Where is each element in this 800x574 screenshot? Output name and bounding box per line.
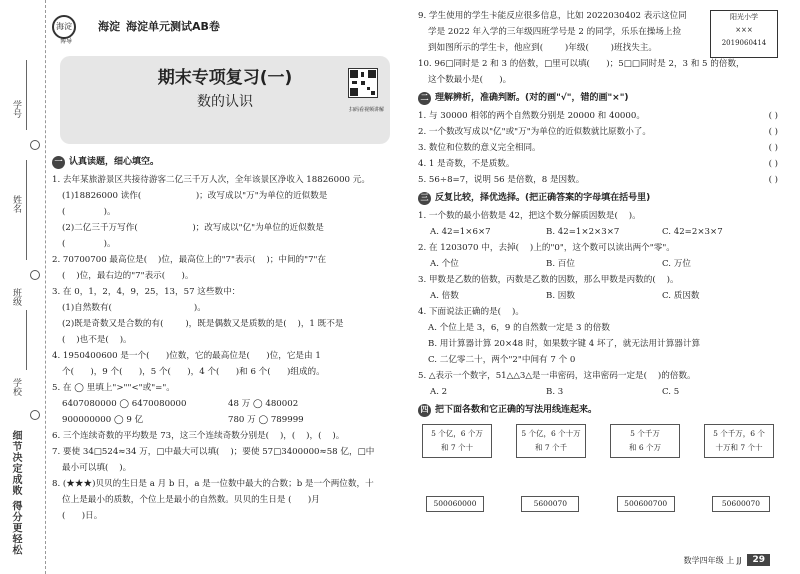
question-line: 2. 70700700 最高位是( )位，最高位上的"7"表示( )；中间的"7"在 bbox=[52, 255, 327, 265]
match-number-box[interactable]: 500060000 bbox=[426, 496, 484, 512]
student-card bbox=[710, 10, 778, 58]
binding-line bbox=[26, 160, 27, 260]
mc-options bbox=[418, 256, 778, 272]
question-line: 7. 要使 34□524≈34 万，□中最大可以填( )；要使 57□3400000≈58 亿，□中 bbox=[52, 447, 375, 457]
section-1-heading bbox=[52, 154, 394, 170]
mc-option[interactable]: C. 质因数 bbox=[662, 291, 700, 301]
question-line: 最小可以填( )。 bbox=[62, 463, 132, 473]
qr-caption: 扫码看视频讲解 bbox=[348, 107, 384, 113]
match-word-box[interactable] bbox=[610, 424, 680, 458]
qr-code-icon[interactable] bbox=[348, 68, 378, 98]
brand-bar bbox=[52, 12, 394, 45]
logo-caption: 博导 bbox=[59, 38, 72, 45]
page-footer bbox=[684, 554, 770, 566]
tf-item bbox=[418, 156, 778, 172]
section-2-heading bbox=[418, 90, 778, 106]
compare-item: 6407080000 ◯ 6470080000 bbox=[62, 399, 187, 409]
binding-line bbox=[26, 310, 27, 370]
match-word-line: 5 个千万 bbox=[630, 429, 660, 438]
title-panel bbox=[60, 56, 390, 144]
mc-option[interactable]: A. 个位上是 3，6，9 的自然数一定是 3 的倍数 bbox=[428, 323, 610, 333]
question-line: 学是 2022 年入学的三年级四班学号是 2 的同学，乐乐在操场上捡 bbox=[428, 27, 682, 37]
mc-option[interactable]: C. 42=2×3×7 bbox=[662, 227, 723, 237]
mc-options bbox=[418, 288, 778, 304]
mc-question: 2. 在 1203070 中，去掉( )上的"0"，这个数可以读出两个"零"。 bbox=[418, 243, 675, 253]
mc-question: 4. 下面说法正确的是( )。 bbox=[418, 307, 524, 317]
mc-option[interactable]: B. 百位 bbox=[546, 259, 575, 269]
mc-option[interactable]: B. 3 bbox=[546, 387, 564, 397]
tf-item bbox=[418, 124, 778, 140]
question-line: (2)既是奇数又是合数的有( )，既是偶数又是质数的是( )，1 既不是 bbox=[62, 319, 344, 329]
right-column bbox=[418, 8, 778, 512]
question-line: (2)二亿三千万写作( )；改写成以"亿"为单位的近似数是 bbox=[62, 223, 324, 233]
section-4-heading bbox=[418, 402, 778, 418]
match-number-box[interactable]: 50600070 bbox=[712, 496, 770, 512]
tf-statement: 4. 1 是奇数，不是质数。 bbox=[418, 159, 515, 169]
page-header bbox=[52, 12, 394, 152]
section-number: 二 bbox=[418, 92, 431, 105]
brand-prefix: 海淀 bbox=[98, 20, 120, 33]
student-card-name: ××× bbox=[735, 26, 753, 34]
question-line: ( )。 bbox=[62, 239, 116, 249]
mc-option[interactable]: A. 倍数 bbox=[430, 291, 459, 301]
student-card-school: 阳光小学 bbox=[730, 13, 758, 21]
mc-option[interactable]: B. 42=1×2×3×7 bbox=[546, 227, 620, 237]
mc-option[interactable]: B. 因数 bbox=[546, 291, 575, 301]
question-line: 8. (★★★)贝贝的生日是 a 月 b 日，a 是一位数中最大的合数；b 是一个两位数，十 bbox=[52, 479, 374, 489]
compare-item: 780 万 ◯ 789999 bbox=[228, 415, 304, 425]
question-line: 这个数最小是( )。 bbox=[428, 75, 512, 85]
tf-item bbox=[418, 108, 778, 124]
mc-question: 5. △表示一个数字，51△△3△是一串密码，这串密码一定是( )的倍数。 bbox=[418, 371, 696, 381]
page-title: 期末专项复习(一) bbox=[157, 68, 293, 88]
question-line: (1)18826000 读作( )；改写成以"万"为单位的近似数是 bbox=[62, 191, 328, 201]
section-title: 把下面各数和它正确的写法用线连起来。 bbox=[435, 405, 598, 415]
question-line: 4. 1950400600 是一个( )位数，它的最高位是( )位，它是由 1 bbox=[52, 351, 321, 361]
question-line: 3. 在 0，1，2，4，9，25，13，57 这些数中： bbox=[52, 287, 241, 297]
compare-item: 900000000 ◯ 9 亿 bbox=[62, 415, 144, 425]
match-word-line: 5 个亿，6 个十万 bbox=[521, 429, 581, 438]
tf-answer-blank[interactable]: ( ) bbox=[768, 111, 778, 121]
binding-slogan: 细节决定成败 得分更轻松 bbox=[10, 430, 21, 556]
question-line: ( )也不是( )。 bbox=[62, 335, 132, 345]
question-line: 个( )，9 个( )，5 个( )，4 个( )和 6 个( )组成的。 bbox=[62, 367, 325, 377]
section-title: 认真读题，细心填空。 bbox=[69, 157, 160, 167]
compare-right: 6470080000 bbox=[131, 399, 187, 409]
compare-left: 6407080000 bbox=[62, 399, 117, 409]
tf-answer-blank[interactable]: ( ) bbox=[768, 143, 778, 153]
student-card-id: 2019060414 bbox=[721, 39, 767, 47]
tf-answer-blank[interactable]: ( ) bbox=[768, 127, 778, 137]
binding-label-banji: 班级 bbox=[11, 288, 21, 306]
compare-right: 480002 bbox=[265, 399, 299, 409]
section-number: 一 bbox=[52, 156, 65, 169]
mc-question: 3. 甲数是乙数的倍数，丙数是乙数的因数，那么甲数是丙数的( )。 bbox=[418, 275, 679, 285]
match-word-line: 十万和 7 个十 bbox=[715, 443, 763, 452]
page-subtitle: 数的认识 bbox=[197, 94, 253, 110]
section-title: 理解辨析，准确判断。(对的画"√"，错的画"×") bbox=[435, 93, 629, 103]
tf-statement: 3. 数位和位数的意义完全相同。 bbox=[418, 143, 541, 153]
match-word-box[interactable] bbox=[704, 424, 774, 458]
question-line: 5. 在 ◯ 里填上">""<"或"="。 bbox=[52, 383, 175, 393]
compare-right: 789999 bbox=[270, 415, 304, 425]
logo-icon: 海淀 bbox=[52, 15, 76, 39]
mc-option[interactable]: C. 二亿零二十，两个"2"中间有 7 个 0 bbox=[428, 355, 576, 365]
match-word-line: 5 个千万，6 个 bbox=[713, 429, 765, 438]
mc-options bbox=[418, 384, 778, 400]
match-numbers-row bbox=[418, 496, 778, 512]
match-word-line: 和 7 个十 bbox=[440, 443, 474, 452]
question-line: ( )。 bbox=[62, 207, 116, 217]
question-line: ( )位，最右边的"7"表示( )。 bbox=[62, 271, 194, 281]
match-number-box[interactable]: 5600070 bbox=[521, 496, 579, 512]
mc-option[interactable]: C. 万位 bbox=[662, 259, 691, 269]
binding-line bbox=[26, 60, 27, 130]
section-title: 反复比较，择优选择。(把正确答案的字母填在括号里) bbox=[435, 193, 651, 203]
footer-subject: 数学四年级 上 JJ bbox=[683, 555, 742, 565]
question-line: ( )日。 bbox=[62, 511, 103, 521]
match-words-row bbox=[418, 424, 778, 458]
match-number-box[interactable]: 500600700 bbox=[617, 496, 675, 512]
question-line: 到如图所示的学生卡，他应到( )年级( )班找失主。 bbox=[428, 43, 657, 53]
mc-option[interactable]: A. 个位 bbox=[430, 259, 459, 269]
binding-hole bbox=[30, 270, 40, 280]
question-line: 10. 96□同时是 2 和 3 的倍数，□里可以填( )；5□□同时是 2，3 和 5 的倍数， bbox=[418, 59, 745, 69]
section-number: 四 bbox=[418, 404, 431, 417]
compare-left: 900000000 bbox=[62, 415, 112, 425]
compare-row bbox=[52, 396, 394, 412]
compare-item: 48 万 ◯ 480002 bbox=[228, 399, 299, 409]
mc-option[interactable]: C. 5 bbox=[662, 387, 680, 397]
left-column bbox=[52, 8, 394, 524]
match-word-box[interactable] bbox=[422, 424, 492, 458]
binding-hole bbox=[30, 140, 40, 150]
page-number: 29 bbox=[747, 554, 770, 566]
binding-label-xuehao: 学号 bbox=[11, 100, 21, 118]
section-number: 三 bbox=[418, 192, 431, 205]
match-word-box[interactable] bbox=[516, 424, 586, 458]
mc-question: 1. 一个数的最小倍数是 42，把这个数分解质因数是( )。 bbox=[418, 211, 641, 221]
compare-row bbox=[52, 412, 394, 428]
mc-option[interactable]: A. 42=1×6×7 bbox=[430, 227, 491, 237]
brand-name: 海淀单元测试AB卷 bbox=[126, 20, 220, 33]
binding-label-xingming: 姓名 bbox=[11, 195, 21, 213]
binding-strip bbox=[0, 0, 46, 574]
binding-label-xuexiao: 学校 bbox=[11, 378, 21, 396]
tf-statement: 2. 一个数改写成以"亿"或"万"为单位的近似数就比原数小了。 bbox=[418, 127, 651, 137]
tf-answer-blank[interactable]: ( ) bbox=[768, 159, 778, 169]
question-9-block bbox=[418, 8, 778, 56]
tf-answer-blank[interactable]: ( ) bbox=[768, 175, 778, 185]
tf-item bbox=[418, 172, 778, 188]
question-line: 位上是最小的质数，个位上是最小的自然数。贝贝的生日是 ( )月 bbox=[62, 495, 320, 505]
mc-option[interactable]: B. 用计算器计算 20×48 时，如果数字键 4 坏了，就无法用计算器计算 bbox=[428, 339, 701, 349]
question-line: 1. 去年某旅游景区共接待游客二亿三千万人次，全年该景区净收入 18826000 元。 bbox=[52, 175, 370, 185]
tf-statement: 1. 与 30000 相邻的两个自然数分别是 20000 和 40000。 bbox=[418, 111, 645, 121]
question-line: 6. 三个连续奇数的平均数是 73，这三个连续奇数分别是( )，( )，( )。 bbox=[52, 431, 345, 441]
section-3-heading bbox=[418, 190, 778, 206]
question-line: (1)自然数有( )。 bbox=[62, 303, 206, 313]
mc-options bbox=[418, 224, 778, 240]
tf-statement: 5. 56÷8=7，说明 56 是倍数，8 是因数。 bbox=[418, 175, 585, 185]
question-line: 9. 学生使用的学生卡能反应很多信息，比如 2022030402 表示这位同 bbox=[418, 11, 687, 21]
compare-left: 48 万 bbox=[228, 399, 251, 409]
match-word-line: 和 6 个万 bbox=[628, 443, 662, 452]
mc-option[interactable]: A. 2 bbox=[430, 387, 448, 397]
match-word-line: 和 7 个千 bbox=[534, 443, 568, 452]
match-word-line: 5 个亿，6 个万 bbox=[431, 429, 483, 438]
compare-left: 780 万 bbox=[228, 415, 256, 425]
binding-hole bbox=[30, 410, 40, 420]
tf-item bbox=[418, 140, 778, 156]
compare-right: 9 亿 bbox=[126, 415, 144, 425]
